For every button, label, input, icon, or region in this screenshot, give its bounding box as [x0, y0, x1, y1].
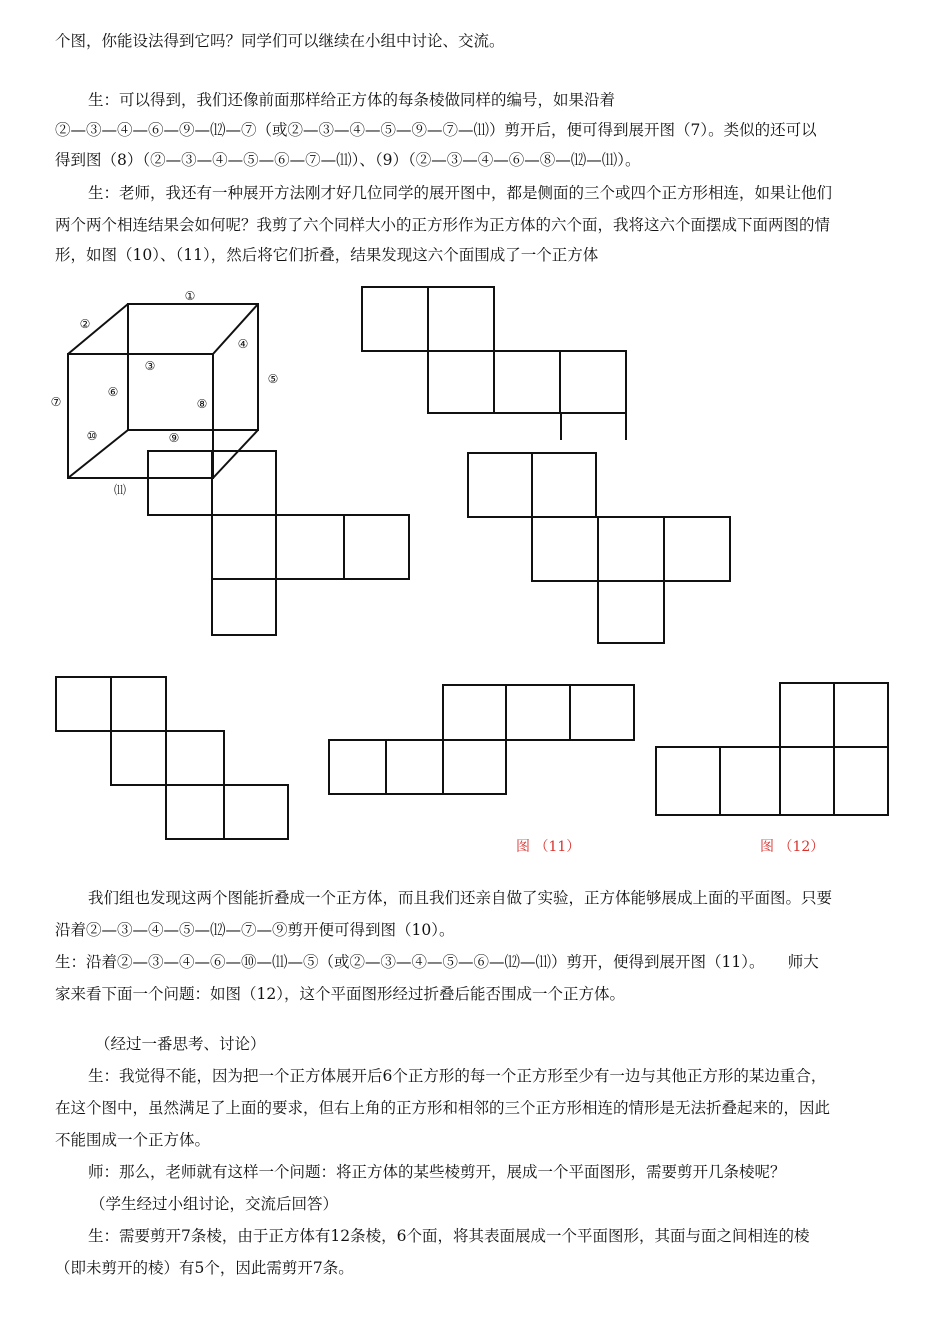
net-square [779, 746, 835, 816]
net-square [110, 730, 167, 786]
caption-figure-11: 图 （11） [516, 839, 581, 855]
edge-label-7: ⑦ [50, 395, 62, 409]
net-square [442, 739, 507, 795]
net-square [275, 514, 345, 580]
net-square [569, 684, 635, 741]
net-square [385, 739, 444, 795]
net-square [719, 746, 781, 816]
net-square [147, 450, 213, 516]
net-edge-line [625, 412, 627, 440]
net-square [597, 516, 665, 582]
net-square [165, 784, 225, 840]
net-square [328, 739, 387, 795]
net-square [779, 682, 835, 748]
net-square [505, 684, 571, 741]
net-square [663, 516, 731, 582]
edge-label-11: ⑾ [113, 483, 127, 497]
net-square [833, 746, 889, 816]
edge-label-8: ⑧ [196, 397, 208, 411]
net-square [211, 450, 277, 516]
net-square [110, 676, 167, 732]
net-square [531, 452, 597, 518]
edge-label-5: ⑤ [267, 372, 279, 386]
paragraph-9: 沿着②—③—④—⑤—⑿—⑦—⑨剪开便可得到图（10）。 [55, 921, 455, 939]
paragraph-17: （学生经过小组讨论，交流后回答） [90, 1195, 339, 1213]
paragraph-2: 生：可以得到，我们还像前面那样给正方体的每条棱做同样的编号，如果沿着 [88, 91, 616, 109]
edge-label-6: ⑥ [107, 385, 119, 399]
edge-label-1: ① [184, 289, 196, 303]
paragraph-8: 我们组也发现这两个图能折叠成一个正方体，而且我们还亲自做了实验，正方体能够展成上面的平面图。只要 [88, 889, 833, 907]
paragraph-6: 两个两个相连结果会如何呢？我剪了六个同样大小的正方形作为正方体的六个面，我将这六个面摆成下面两图的情 [55, 216, 831, 234]
paragraph-4: 得到图（8）（②—③—④—⑤—⑥—⑦—⑾）、（9）（②—③—④—⑥—⑧—⑿—⑾）。 [55, 151, 641, 169]
paragraph-14: 在这个图中，虽然满足了上面的要求，但右上角的正方形和相邻的三个正方形相连的情形是无法折叠起来的，因此 [55, 1099, 831, 1117]
net-square [833, 682, 889, 748]
net-square [427, 350, 495, 414]
paragraph-18: 生：需要剪开7条棱，由于正方体有12条棱，6个面，将其表面展成一个平面图形，其面与面之间相连的棱 [88, 1227, 810, 1245]
net-square [442, 684, 507, 741]
net-square [427, 286, 495, 352]
net-square [655, 746, 721, 816]
paragraph-15: 不能围成一个正方体。 [55, 1131, 211, 1149]
net-square [211, 578, 277, 636]
edge-label-9: ⑨ [168, 431, 180, 445]
net-square [55, 676, 112, 732]
edge-label-2: ② [79, 317, 91, 331]
edge-label-4: ④ [237, 337, 249, 351]
edge-label-10: ⑩ [86, 429, 98, 443]
caption-figure-12: 图 （12） [760, 839, 825, 855]
net-square [165, 730, 225, 786]
paragraph-16: 师：那么，老师就有这样一个问题：将正方体的某些棱剪开，展成一个平面图形，需要剪开几条棱呢？ [88, 1163, 786, 1181]
edge-label-3: ③ [144, 359, 156, 373]
paragraph-13: 生：我觉得不能，因为把一个正方体展开后6个正方形的每一个正方形至少有一边与其他正方形的某边重合， [88, 1067, 827, 1085]
net-square [361, 286, 429, 352]
paragraph-7: 形，如图（10）、（11），然后将它们折叠，结果发现这六个面围成了一个正方体 [55, 246, 599, 264]
net-square [211, 514, 277, 580]
net-square [223, 784, 289, 840]
paragraph-10: 生：沿着②—③—④—⑥—⑩—⑾—⑤（或②—③—④—⑤—⑥—⑿—⑾）剪开，便得到展开图（11）。 师大 [55, 953, 819, 971]
net-square [467, 452, 533, 518]
net-square [343, 514, 410, 580]
paragraph-1: 个图，你能设法得到它吗？同学们可以继续在小组中讨论、交流。 [55, 32, 505, 50]
net-edge-line [560, 412, 562, 440]
paragraph-19: （即未剪开的棱）有5个，因此需剪开7条。 [55, 1259, 354, 1277]
paragraph-5: 生：老师，我还有一种展开方法刚才好几位同学的展开图中，都是侧面的三个或四个正方形相连，如果让他们 [88, 184, 833, 202]
paragraph-11: 家来看下面一个问题：如图（12），这个平面图形经过折叠后能否围成一个正方体。 [55, 985, 625, 1003]
net-square [493, 350, 561, 414]
paragraph-3: ②—③—④—⑥—⑨—⑿—⑦（或②—③—④—⑤—⑨—⑦—⑾）剪开后，便可得到展开图（7）。类似的还可以 [55, 121, 817, 139]
net-square [597, 580, 665, 644]
net-square [531, 516, 599, 582]
paragraph-12: （经过一番思考、讨论） [95, 1035, 266, 1053]
net-square [559, 350, 627, 414]
